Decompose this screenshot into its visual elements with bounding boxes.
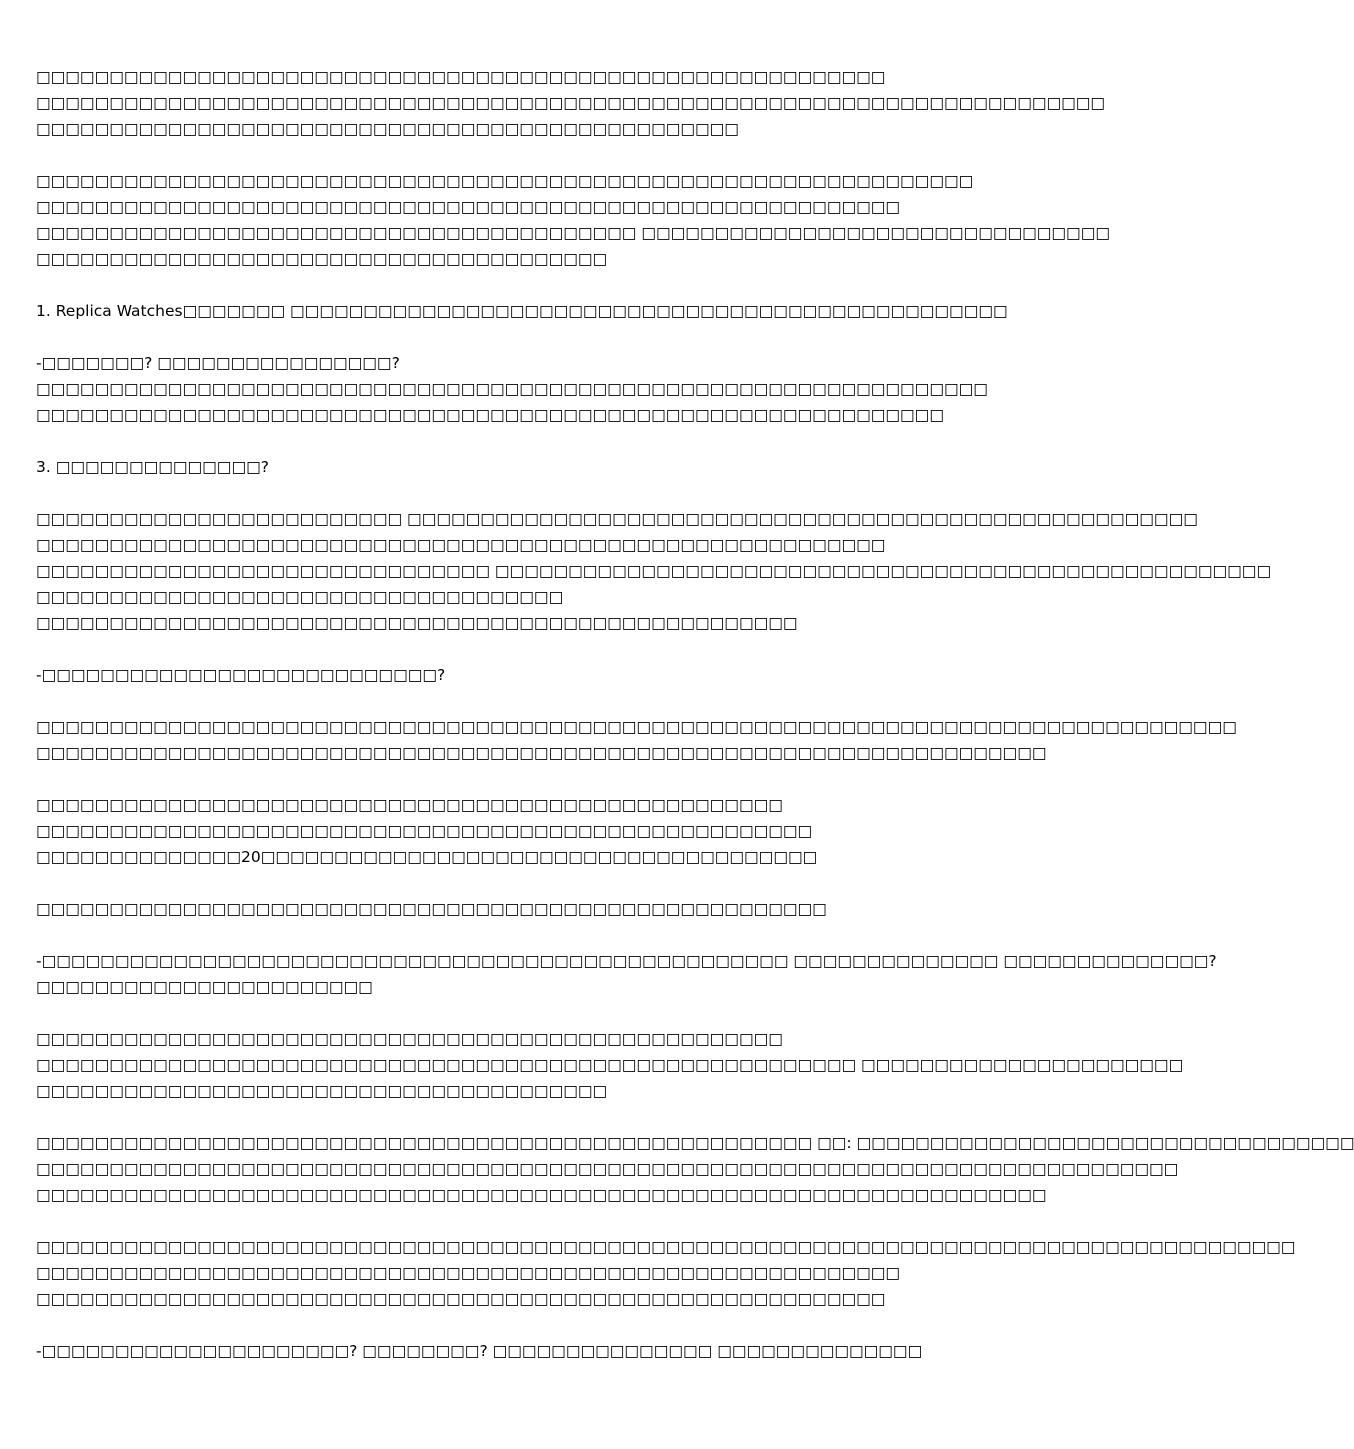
paragraph — [36, 298, 1008, 324]
text-line: □□□□□□□□□□□□□□□□□□□□□□□□□□□□□□□□□□□□□□□ — [36, 1082, 608, 1100]
paragraph — [36, 506, 1272, 636]
paragraph — [36, 1026, 1184, 1104]
paragraph — [36, 896, 996, 922]
paragraph — [36, 1130, 1354, 1208]
text-line: □□□□□□□□□□□□□□□□□□□□□□□□□□□□□□□□□□□□□□□□□□□□□□□□□□□ — [36, 1030, 783, 1048]
text-line: □□□□□□□□□□□□□□□□□□□□□□□□□□□□□□□ □□□□□□□□□□□□□□□□□□□□□□□□□□□□□□□□□□□□□□□□□□□□□□□□□□□□□ — [36, 562, 1272, 580]
text-line: -□□□□□□□□□□□□□□□□□□□□□? □□□□□□□□? □□□□□□□□□□□□□□□ □□□□□□□□□□□□□□ — [36, 1342, 923, 1360]
text-line: □□□□□□□□□□□□□□□□□□□□□□□□□ □□□□□□□□□□□□□□□□□□□□□□□□□□□□□□□□□□□□□□□□□□□□□□□□□□□□□□ — [36, 510, 1198, 528]
text-line: □□□□□□□□□□□□□□□□□□□□□□□□□□□□□□□□□□□□□□□□□□□□□□□□□□□□□□□□□□□□□□□□□ — [36, 380, 988, 398]
text-line: □□□□□□□□□□□□□□□□□□□□□□□□□□□□□□□□□□□□□□□□□□□□□□□□□□□□□□□□□□□□□□□□□□□□□ — [36, 1186, 1047, 1204]
document-body — [36, 64, 1354, 1390]
text-line: □□□□□□□□□□□□□□□□□□□□□□□□□□□□□□□□□□□□□□□□□□□□□□□□□□□□□□□□ □□□□□□□□□□□□□□□□□□□□□□ — [36, 1056, 1184, 1074]
paragraph — [36, 1234, 1296, 1312]
paragraph — [36, 350, 996, 428]
text-line: □□□□□□□□□□□□□□20□□□□□□□□□□□□□□□□□□□□□□□□□□□□□□□□□□□□□□ — [36, 848, 818, 866]
text-line: □□□□□□□□□□□□□□□□□□□□□□□□□□□□□□□□□□□□□□□□□□□□□□□□□□□□□□□□□□ — [36, 536, 886, 554]
text-line: □□□□□□□□□□□□□□□□□□□□□□□□□□□□□□□□□□□□□□□□□□□□□□□□□□□□□□□□□□□□□□□□□□□□□□□□□□□□□□□□□□ — [36, 718, 1237, 736]
text-line: □□□□□□□□□□□□□□□□□□□□□□□□□□□□□□□□□□□□□□□□□□□□□□□□□□□□ — [36, 614, 798, 632]
text-line: □□□□□□□□□□□□□□□□□□□□□□□□□□□□□□□□□□□□□□□□□□□□□□□□□□□□□□ — [36, 900, 827, 918]
paragraph — [36, 1338, 996, 1364]
text-line: □□□□□□□□□□□□□□□□□□□□□□□□□□□□□□□□□□□□□□□□□□□□□□□□□□□□□□□□□□ — [36, 68, 886, 86]
text-line: -□□□□□□□? □□□□□□□□□□□□□□□□? — [36, 354, 400, 372]
paragraph — [36, 714, 1237, 766]
text-line: □□□□□□□□□□□□□□□□□□□□□□□□□□□□□□□□□□□□□□□□□□□□□□□□□□□□□□□□□□□ — [36, 198, 901, 216]
paragraph — [36, 948, 1217, 1000]
paragraph — [36, 64, 1106, 142]
text-line: 3. □□□□□□□□□□□□□□? — [36, 458, 269, 476]
text-line: □□□□□□□□□□□□□□□□□□□□□□□□□□□□□□□□□□□□□□□□□□□□□□□□□□□□□ — [36, 822, 813, 840]
text-line: □□□□□□□□□□□□□□□□□□□□□□□□□□□□□□□□□□□□ — [36, 588, 564, 606]
text-line: □□□□□□□□□□□□□□□□□□□□□□□□□□□□□□□□□□□□□□□□□□□□□□□□□□□□□□□□□□□□□□□□□□□□□□□□□□□□□□□□□□□□□□ — [36, 1238, 1296, 1256]
text-line: □□□□□□□□□□□□□□□□□□□□□□□□□□□□□□□□□□□□□□□□□□□□□□□□□□□□□□□□□□□ — [36, 1264, 901, 1282]
text-line: -□□□□□□□□□□□□□□□□□□□□□□□□□□□? — [36, 666, 446, 684]
text-line: □□□□□□□□□□□□□□□□□□□□□□□□□□□□□□□□□□□□□□□□□□□□□□□□□□□□□□□□□□□□□□□□□□□□□□□□□ — [36, 94, 1106, 112]
text-line: □□□□□□□□□□□□□□□□□□□□□□□□□□□□□□□□□□□□□□□□□□□□□□□□□□□ — [36, 796, 783, 814]
text-line: □□□□□□□□□□□□□□□□□□□□□□□□□□□□□□□□□□□□□□□□□□□□□□□□□□□□□□□□□□□□□□ — [36, 406, 944, 424]
text-line: □□□□□□□□□□□□□□□□□□□□□□□□□□□□□□□□□□□□□□□□□ □□□□□□□□□□□□□□□□□□□□□□□□□□□□□□□□ — [36, 224, 1110, 242]
text-line: □□□□□□□□□□□□□□□□□□□□□□□□□□□□□□□□□□□□□□□□□□□□□□□□□□□□□□□□□□□□□□□□ — [36, 172, 974, 190]
text-line: □□□□□□□□□□□□□□□□□□□□□□□□□□□□□□□□□□□□□□□□□□□□□□□□□□□□□□□□□□□□□□□□□□□□□ — [36, 744, 1047, 762]
paragraph — [36, 454, 996, 480]
text-line: -□□□□□□□□□□□□□□□□□□□□□□□□□□□□□□□□□□□□□□□□□□□□□□□□□□□ □□□□□□□□□□□□□□ □□□□□□□□□□□□□□? — [36, 952, 1217, 970]
text-line: 1. Replica Watches□□□□□□□ □□□□□□□□□□□□□□□□□□□□□□□□□□□□□□□□□□□□□□□□□□□□□□□□□ — [36, 302, 1008, 320]
text-line: □□□□□□□□□□□□□□□□□□□□□□□□□□□□□□□□□□□□□□□□□□□□□□□□□□□□□□□□□□□□□□□□□□□□□□□□□□□□□□ — [36, 1160, 1179, 1178]
paragraph — [36, 662, 996, 688]
text-line: □□□□□□□□□□□□□□□□□□□□□□□□□□□□□□□□□□□□□□□□□□□□□□□□□□□□□□□□□□ — [36, 1290, 886, 1308]
text-line: □□□□□□□□□□□□□□□□□□□□□□□□□□□□□□□□□□□□□□□ — [36, 250, 608, 268]
text-line: □□□□□□□□□□□□□□□□□□□□□□□ — [36, 978, 373, 996]
text-line: □□□□□□□□□□□□□□□□□□□□□□□□□□□□□□□□□□□□□□□□□□□□□□□□ — [36, 120, 739, 138]
paragraph — [36, 792, 996, 870]
paragraph — [36, 168, 1110, 272]
text-line: □□□□□□□□□□□□□□□□□□□□□□□□□□□□□□□□□□□□□□□□□□□□□□□□□□□□□ □□: □□□□□□□□□□□□□□□□□□□□□□□□□□□□□□□□□□ — [36, 1134, 1354, 1152]
